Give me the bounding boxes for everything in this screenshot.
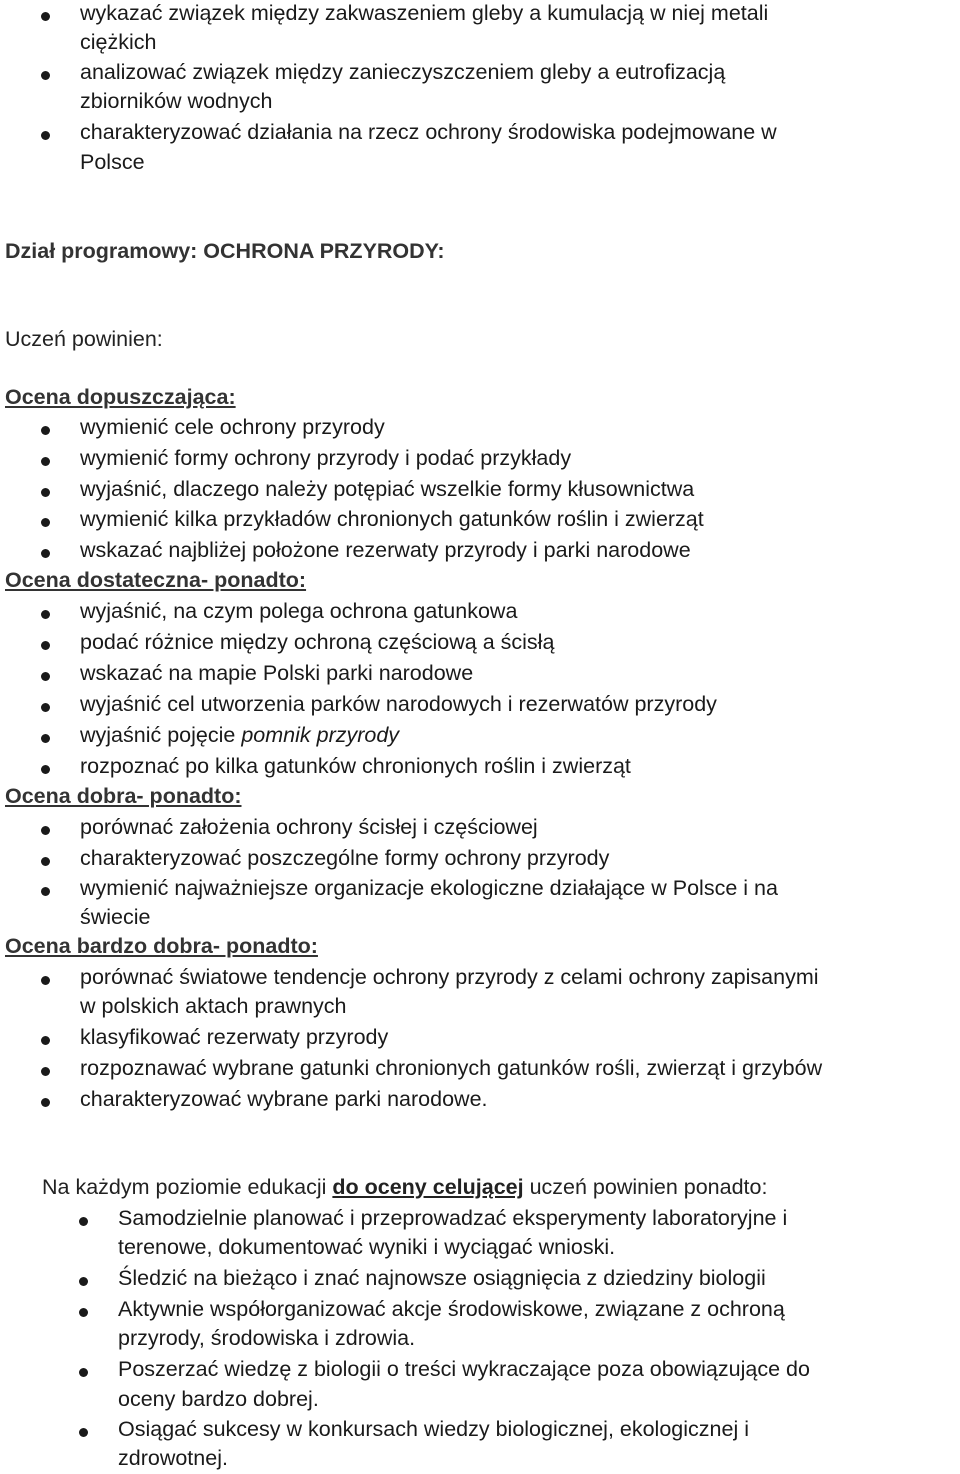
bullet-icon: [41, 672, 50, 681]
list-item-text: wyjaśnić cel utworzenia parków narodowych i rezerwatów przyrody: [80, 692, 717, 716]
list-item-text: oceny bardzo dobrej.: [118, 1387, 319, 1411]
bullet-icon: [41, 734, 50, 743]
grade-heading-sufficient: Ocena dopuszczająca:: [5, 385, 236, 409]
bullet-icon: [41, 887, 50, 896]
list-item-text: charakteryzować działania na rzecz ochrony środowiska podejmowane w: [80, 120, 777, 144]
bullet-icon: [41, 426, 50, 435]
list-item-text: Śledzić na bieżąco i znać najnowsze osiągnięcia z dziedziny biologii: [118, 1266, 766, 1290]
list-item-text: klasyfikować rezerwaty przyrody: [80, 1025, 389, 1049]
list-item-text: zdrowotnej.: [118, 1446, 228, 1470]
bullet-icon: [41, 1067, 50, 1076]
list-item-text: wymienić kilka przykładów chronionych gatunków roślin i zwierząt: [80, 507, 704, 531]
italic-term: pomnik przyrody: [241, 723, 400, 747]
list-item-text: charakteryzować wybrane parki narodowe.: [80, 1087, 488, 1111]
list-item-text: Osiągać sukcesy w konkursach wiedzy biologicznej, ekologicznej i: [118, 1417, 749, 1441]
list-item-text: Aktywnie współorganizować akcje środowiskowe, związane z ochroną: [118, 1297, 785, 1321]
bullet-icon: [41, 71, 50, 80]
list-item-text: zbiorników wodnych: [80, 89, 273, 113]
student-should-label: Uczeń powinien:: [5, 327, 163, 351]
grade-heading-very-good: Ocena bardzo dobra- ponadto:: [5, 934, 318, 958]
list-item-text: rozpoznać po kilka gatunków chronionych roślin i zwierząt: [80, 754, 631, 778]
list-item-text: Polsce: [80, 150, 145, 174]
excellent-lead: [42, 1172, 767, 1202]
section-title: Dział programowy: OCHRONA PRZYRODY:: [5, 239, 445, 263]
list-item-text: wyjaśnić, dlaczego należy potępiać wszelkie formy kłusownictwa: [80, 477, 695, 501]
list-item-text: porównać założenia ochrony ścisłej i częściowej: [80, 815, 538, 839]
list-item-text: wykazać związek między zakwaszeniem gleby a kumulacją w niej metali: [80, 1, 769, 25]
bullet-icon: [41, 1098, 50, 1107]
lead-text-before: Na każdym poziomie edukacji: [42, 1175, 333, 1199]
list-item-text: w polskich aktach prawnych: [80, 994, 347, 1018]
bullet-icon: [41, 610, 50, 619]
list-item-text: wskazać na mapie Polski parki narodowe: [80, 661, 474, 685]
list-item-text: porównać światowe tendencje ochrony przyrody z celami ochrony zapisanymi: [80, 965, 819, 989]
list-item-text: Samodzielnie planować i przeprowadzać eksperymenty laboratoryjne i: [118, 1206, 788, 1230]
bullet-icon: [41, 641, 50, 650]
bullet-icon: [41, 488, 50, 497]
list-item-text: przyrody, środowiska i zdrowia.: [118, 1326, 416, 1350]
list-item-text: terenowe, dokumentować wyniki i wyciągać wnioski.: [118, 1235, 616, 1259]
list-item-text: rozpoznawać wybrane gatunki chronionych gatunków rośli, zwierząt i grzybów: [80, 1056, 823, 1080]
bullet-icon: [41, 765, 50, 774]
list-item-text: wymienić cele ochrony przyrody: [80, 415, 385, 439]
list-item-text: świecie: [80, 905, 151, 929]
list-item-text: ciężkich: [80, 30, 157, 54]
grade-heading-satisfactory: Ocena dostateczna- ponadto:: [5, 568, 307, 592]
bullet-icon: [41, 1036, 50, 1045]
bullet-icon: [41, 131, 50, 140]
list-item-text: wyjaśnić, na czym polega ochrona gatunkowa: [80, 599, 518, 623]
bullet-icon: [79, 1277, 88, 1286]
bullet-icon: [41, 857, 50, 866]
bullet-icon: [41, 549, 50, 558]
list-item-text: [80, 720, 399, 751]
list-item-text: charakteryzować poszczególne formy ochrony przyrody: [80, 846, 610, 870]
bullet-icon: [41, 457, 50, 466]
bullet-icon: [41, 518, 50, 527]
lead-text-underlined: do oceny celującej: [332, 1175, 524, 1199]
list-item-text: wskazać najbliżej położone rezerwaty przyrody i parki narodowe: [80, 538, 691, 562]
bullet-icon: [79, 1217, 88, 1226]
grade-heading-good: Ocena dobra- ponadto:: [5, 784, 242, 808]
bullet-icon: [41, 703, 50, 712]
list-item-text: wymienić najważniejsze organizacje ekologiczne działające w Polsce i na: [80, 876, 778, 900]
bullet-icon: [79, 1428, 88, 1437]
bullet-icon: [79, 1308, 88, 1317]
list-item-prefix: wyjaśnić pojęcie: [80, 723, 242, 747]
list-item-text: wymienić formy ochrony przyrody i podać przykłady: [80, 446, 572, 470]
list-item-text: podać różnice między ochroną częściową a ścisłą: [80, 630, 555, 654]
list-item-text: Poszerzać wiedzę z biologii o treści wykraczające poza obowiązujące do: [118, 1357, 810, 1381]
list-item-text: analizować związek między zanieczyszczeniem gleby a eutrofizacją: [80, 60, 726, 84]
bullet-icon: [79, 1368, 88, 1377]
bullet-icon: [41, 12, 50, 21]
lead-text-after: uczeń powinien ponadto:: [523, 1175, 768, 1199]
bullet-icon: [41, 826, 50, 835]
bullet-icon: [41, 976, 50, 985]
